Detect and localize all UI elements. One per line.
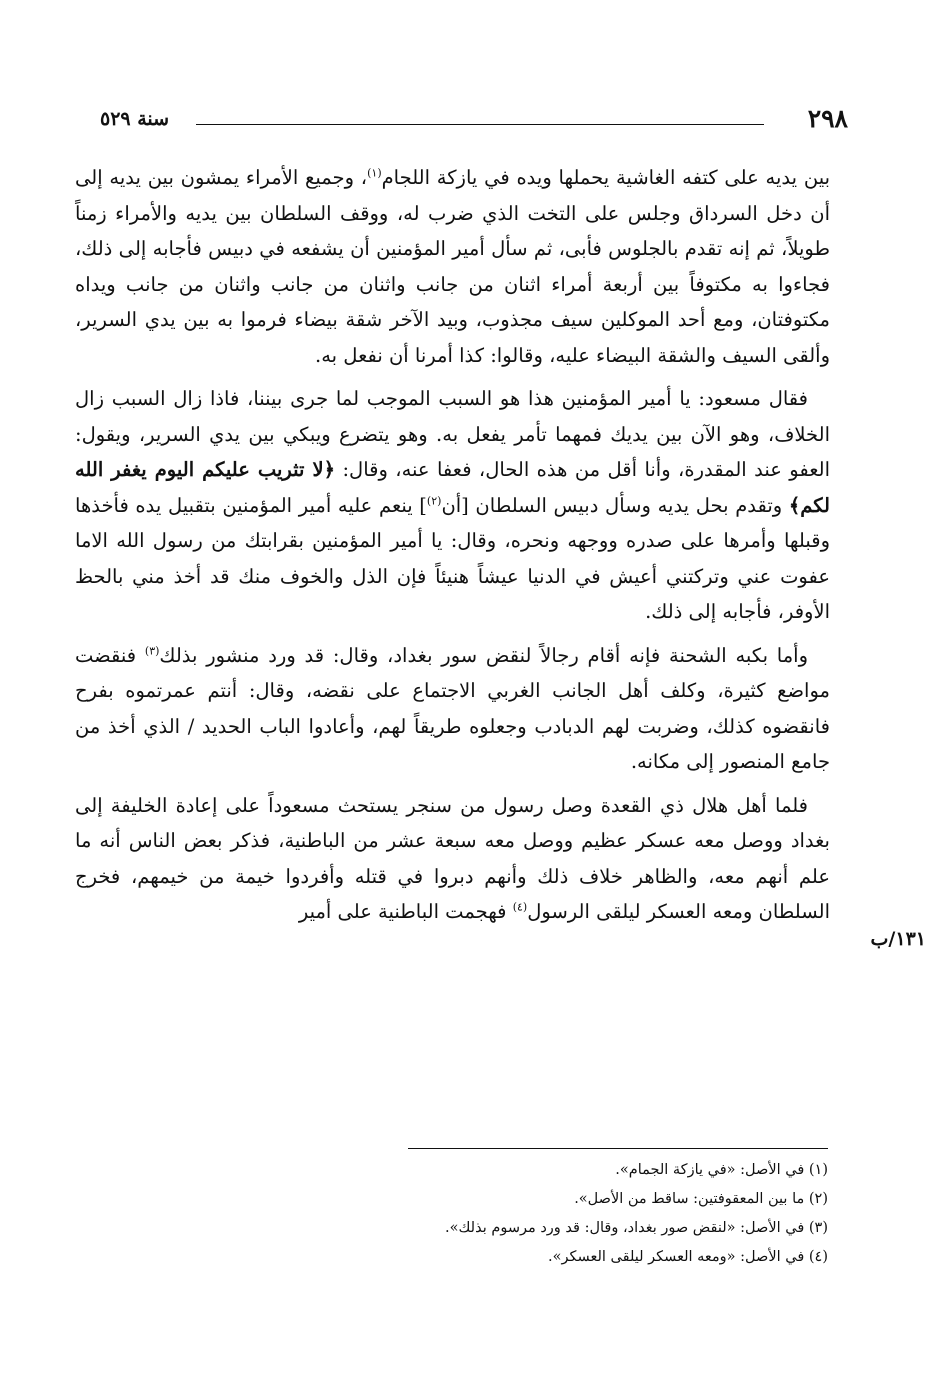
footnote-rule	[408, 1148, 828, 1149]
paragraph-text: فنقضت مواضع كثيرة، وكلف أهل الجانب الغربي الاجتماع على نقضه، وقال: أنتم عمرتموه بفرح فانقضوه كذلك، وضربت لهم الدبادب وجعلوه طريقاً لهم، وأعادوا الباب الحديد / الذي أخذ من جامع المنصور إلى مكانه.	[75, 643, 830, 773]
header-rule	[196, 124, 764, 125]
paragraph-text: ] ينعم عليه أمير المؤمنين بتقبيل يده فأخذها وقبلها وأمرها على صدره ووجهه ونحره، وقال: يا أمير المؤمنين بقرابتك من رسول الله الاما عفوت عني وتركتني أعيش في الدنيا عيشاً هنيئاً فإن الذل والخوف منك قد أخذ مني بالحظ الأوفر، فأجابه إلى ذلك.	[75, 493, 830, 623]
footnote-2: (٢) ما بين المعقوفتين: ساقط من الأصل».	[574, 1191, 828, 1207]
paragraph-3	[75, 638, 830, 780]
paragraph-text: ، وجميع الأمراء يمشون بين يديه إلى أن دخل السرداق وجلس على التخت الذي ضرب له، ووقف السلطان بين يديه والأمراء زمناً طويلاً، ثم إنه تقدم بالجلوس فأبى، ثم سأل أمير المؤمنين أن يشفعه في دبيس فأجابه إلى ذلك، فجاءوا به مكتوفاً بين أربعة أمراء اثنان من جانب واثنان من جانب واثنان من جانب ويداه مكتوفتان، ومع أحد الموكلين سيف مجذوب، وبيد الآخر شقة بيضاء فرموا به بين يدي السرير، وألقى السيف والشقة البيضاء عليه، وقالوا: كذا أمرنا أن نفعل به.	[75, 166, 830, 367]
footnote-ref: (١)	[367, 166, 382, 180]
paragraph-text: فقال مسعود: يا أمير المؤمنين هذا هو السبب الموجب لما جرى بيننا، فاذا زال السبب زال الخلاف، وهو الآن بين يديك فمهما تأمر يفعل به. وهو يتضرع ويبكي بين يدي السرير، ويقول: العفو عند المقدرة، وأنا أقل من هذه الحال، فعفا عنه، وقال:	[75, 387, 830, 481]
running-header	[100, 104, 848, 138]
footnote-3: (٣) في الأصل: «لنقض صور بغداد، وقال: قد ورد مرسوم بذلك».	[444, 1220, 828, 1236]
folio-margin-note: ١٣١/ب	[870, 928, 926, 950]
paragraph-text: وتقدم بحل يديه وسأل دبيس السلطان [أن	[441, 493, 783, 517]
quran-verse: ﴿لا تثريب عليكم اليوم يغفر الله لكم﴾	[75, 458, 830, 517]
paragraph-1	[75, 160, 830, 373]
footnote-ref: (٣)	[144, 644, 160, 657]
footnotes	[300, 1156, 828, 1272]
paragraph-text: فلما أهل هلال ذي القعدة وصل رسول من سنجر يستحث مسعوداً على إعادة الخليفة إلى بغداد ووصل معه عسكر عظيم ووصل معه سبعة عشر من الباطنية، فذكر بعض الناس أنه ما علم أنهم معه، والظاهر خلاف ذلك وأنهم دبروا في قتله وأفردوا خيمة من خيمهم، فخرج السلطان ومعه العسكر ليلقى الرسول	[75, 793, 830, 923]
page-number: ٢٩٨	[807, 104, 848, 133]
paragraph-2	[75, 381, 830, 630]
footnote-ref: (٢)	[426, 494, 442, 507]
footnote-ref: (٤)	[512, 900, 528, 914]
paragraph-text: فهجمت الباطنية على أمير	[298, 900, 513, 923]
footnote-1: (١) في الأصل: «في يازكة الجمام».	[615, 1162, 828, 1178]
paragraph-4	[75, 788, 830, 930]
paragraph-text: وأما بكبه الشحنة فإنه أقام رجالاً لنقض سور بغداد، وقال: قد ورد منشور بذلك	[159, 643, 808, 667]
footnote-4: (٤) في الأصل: «ومعه العسكر ليلقى العسكر».	[548, 1249, 828, 1265]
paragraph-text: بين يديه على كتفه الغاشية يحملها ويده في يازكة اللجام	[381, 166, 830, 189]
main-text	[75, 160, 830, 938]
year-label: سنة ٥٢٩	[100, 108, 170, 130]
